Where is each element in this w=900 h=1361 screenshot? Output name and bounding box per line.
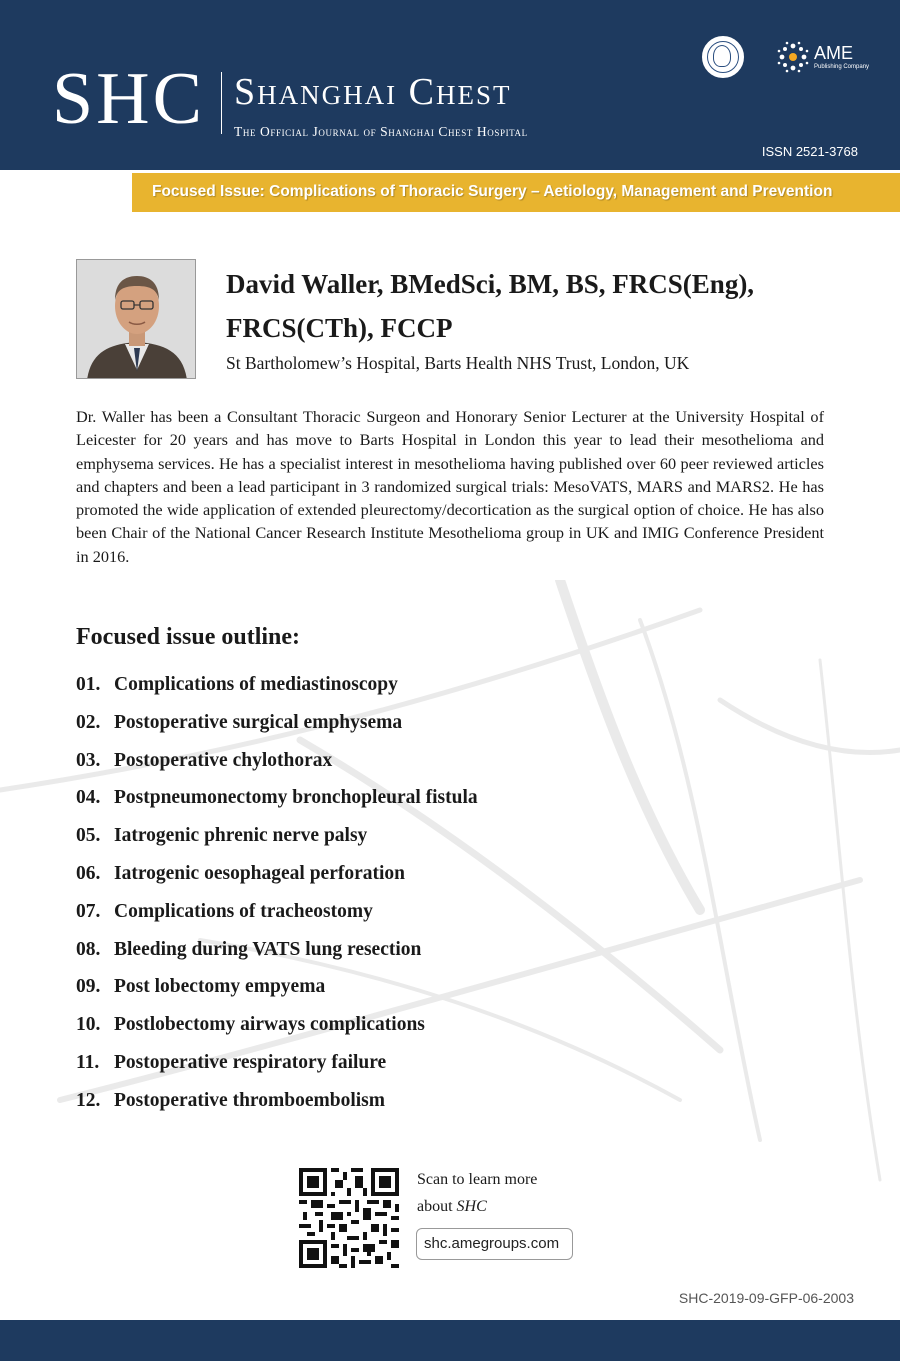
outline-list [76, 674, 478, 1128]
author-portrait-icon [77, 260, 196, 379]
website-url[interactable]: shc.amegroups.com [424, 1235, 560, 1252]
qr-code-icon[interactable] [299, 1168, 399, 1268]
ame-publisher-logo [776, 40, 870, 74]
ame-logo-text: AME [814, 43, 854, 63]
issn: ISSN 2521-3768 [761, 144, 858, 159]
header-divider [221, 72, 222, 134]
list-item: 11. Postoperative respiratory failure [76, 1051, 387, 1073]
list-item: 09. Post lobectomy empyema [76, 976, 326, 998]
list-item: 12. Postoperative thromboembolism [76, 1089, 385, 1111]
ame-logo-subtext: Publishing Company [814, 64, 870, 70]
focused-issue-banner [132, 173, 900, 212]
scan-prompt-line2: about SHC [417, 1198, 487, 1215]
journal-name: Shanghai Chest [234, 71, 512, 113]
list-item: 05. Iatrogenic phrenic nerve palsy [76, 825, 368, 847]
focused-issue-title: Focused Issue: Complications of Thoracic Surgery – Aetiology, Management and Prevention [152, 183, 833, 200]
author-bio: Dr. Waller has been a Consultant Thoracic Surgeon and Honorary Senior Lecturer at the University Hospital of Leicester for 20 years and has move to Barts Hospital in London this year to lead their mesothelioma and emphysema services. He has a specialist interest in mesothelioma having published over 60 peer reviewed articles and chapters and been a lead participant in 3 randomized surgical trials: MesoVATS, MARS and MARS2. He has promoted the wide application of extended pleurectomy/decortication as the surgical option of choice. He has also been Chair of the National Cancer Research Institute Mesothelioma group in UK and IMIG Conference President in 2016. [76, 407, 824, 566]
website-link[interactable] [416, 1228, 573, 1260]
author-photo [76, 259, 196, 379]
document-code: SHC-2019-09-GFP-06-2003 [678, 1290, 854, 1306]
journal-logo-abbrev: SHC [52, 58, 205, 140]
hospital-seal-icon [700, 34, 746, 80]
list-item: 10. Postlobectomy airways complications [76, 1014, 425, 1036]
list-item: 07. Complications of tracheostomy [76, 900, 373, 922]
outline-title: Focused issue outline: [76, 624, 301, 650]
list-item: 03. Postoperative chylothorax [76, 749, 333, 771]
author-name: David Waller, BMedSci, BM, BS, FRCS(Eng), FRCS(CTh), FCCP [226, 269, 755, 343]
scan-prompt: Scan to learn more [417, 1171, 538, 1188]
journal-subtitle: The Official Journal of Shanghai Chest Hospital [234, 124, 528, 139]
list-item: 02. Postoperative surgical emphysema [76, 711, 403, 733]
list-item: 06. Iatrogenic oesophageal perforation [76, 862, 406, 884]
list-item: 04. Postpneumonectomy bronchopleural fistula [76, 787, 478, 809]
list-item: 08. Bleeding during VATS lung resection [76, 938, 422, 960]
ame-dots-icon [776, 40, 810, 74]
list-item: 01. Complications of mediastinoscopy [76, 674, 398, 695]
footer-bar [0, 1320, 900, 1361]
author-affiliation: St Bartholomew’s Hospital, Barts Health NHS Trust, London, UK [226, 353, 690, 373]
journal-header [0, 0, 900, 170]
